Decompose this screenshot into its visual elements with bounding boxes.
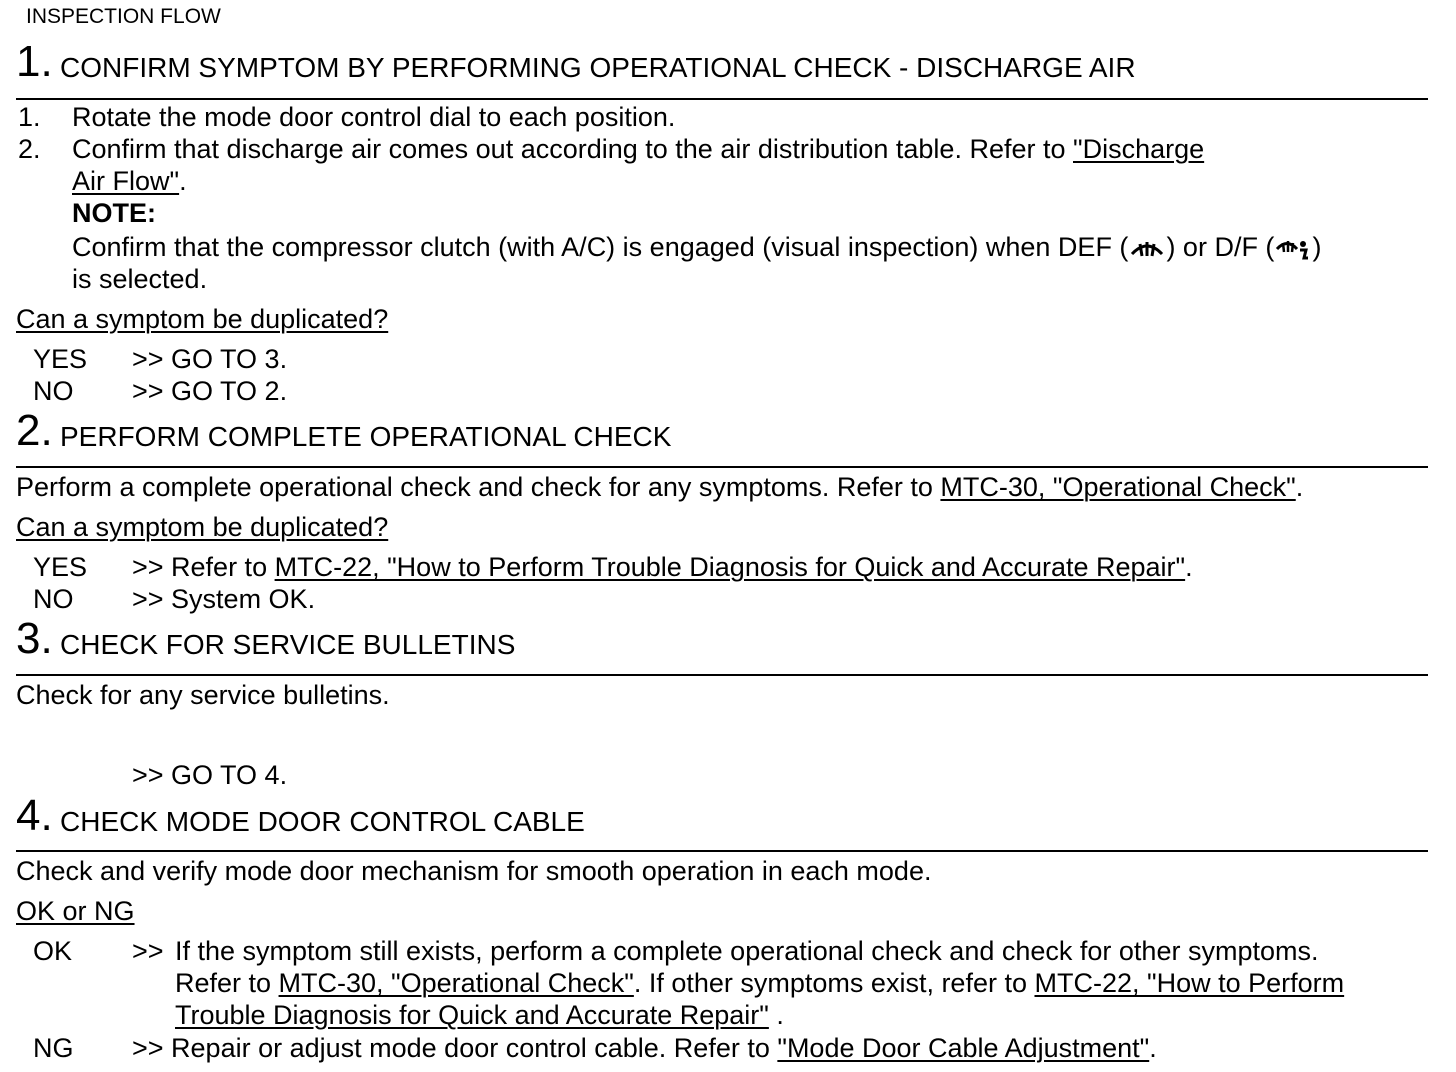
mode-door-cable-adjustment-link[interactable]: "Mode Door Cable Adjustment" xyxy=(777,1033,1150,1063)
divider xyxy=(16,98,1428,100)
operational-check-link[interactable]: MTC-30, "Operational Check" xyxy=(278,968,634,998)
step-1-item-1-number: 1. xyxy=(18,102,41,132)
punct: . xyxy=(1149,1033,1157,1063)
step-3-number: 3. xyxy=(16,614,53,663)
ok-text: Refer to xyxy=(175,968,279,998)
answer-yes-text xyxy=(132,554,1193,581)
divider xyxy=(16,850,1428,852)
step-2-number: 2. xyxy=(16,406,53,455)
trouble-diagnosis-link[interactable]: MTC-22, "How to Perform xyxy=(1034,968,1345,998)
punct: . xyxy=(768,1000,784,1030)
operational-check-link[interactable]: MTC-30, "Operational Check" xyxy=(940,472,1296,502)
answer-yes-label: YES xyxy=(33,552,88,582)
step-1-number: 1. xyxy=(16,37,53,86)
note-text-line2: is selected. xyxy=(72,264,208,294)
step-2-title: PERFORM COMPLETE OPERATIONAL CHECK xyxy=(60,421,672,452)
answer-prefix: >> Refer to xyxy=(132,552,275,582)
step-1-item-1-text: Rotate the mode door control dial to each position. xyxy=(72,102,676,132)
ng-text: >> Repair or adjust mode door control cable. Refer to xyxy=(132,1033,778,1063)
step-4-body: Check and verify mode door mechanism for smooth operation in each mode. xyxy=(16,856,932,886)
note-text-a: Confirm that the compressor clutch (with A/C) is engaged (visual inspection) when DEF ( xyxy=(72,232,1129,262)
defrost-icon xyxy=(1128,236,1166,262)
trouble-diagnosis-link[interactable]: MTC-22, "How to Perform Trouble Diagnosis for Quick and Accurate Repair" xyxy=(274,552,1186,582)
note-text-b: ) or D/F ( xyxy=(1166,232,1275,262)
body-text: Perform a complete operational check and check for any symptoms. Refer to xyxy=(16,472,941,502)
step-4-number: 4. xyxy=(16,791,53,840)
step-1-item-2-number: 2. xyxy=(18,134,41,164)
answer-ok-line3 xyxy=(175,1002,784,1029)
answer-no-text: >> System OK. xyxy=(132,584,316,614)
answer-yes-text: >> GO TO 3. xyxy=(132,344,288,374)
answer-ng-text xyxy=(132,1035,1157,1062)
divider xyxy=(16,466,1428,468)
trouble-diagnosis-link-cont[interactable]: Trouble Diagnosis for Quick and Accurate Repair" xyxy=(175,1000,769,1030)
step-1-item-2-text xyxy=(72,136,1204,163)
item-text: Confirm that discharge air comes out according to the air distribution table. Refer to xyxy=(72,134,1073,164)
answer-no-label: NO xyxy=(33,584,74,614)
step-4-question: OK or NG xyxy=(16,896,135,926)
answer-ok-line1: If the symptom still exists, perform a complete operational check and check for other symptoms. xyxy=(175,936,1319,966)
answer-ok-line2 xyxy=(175,970,1344,997)
answer-ng-label: NG xyxy=(33,1033,74,1063)
ok-text: . If other symptoms exist, refer to xyxy=(633,968,1035,998)
step-3-title: CHECK FOR SERVICE BULLETINS xyxy=(60,629,516,660)
answer-no-text: >> GO TO 2. xyxy=(132,376,288,406)
punct: . xyxy=(1185,552,1193,582)
answer-ok-label: OK xyxy=(33,936,73,966)
step-1-title: CONFIRM SYMPTOM BY PERFORMING OPERATIONAL CHECK - DISCHARGE AIR xyxy=(60,52,1136,83)
answer-yes-label: YES xyxy=(33,344,88,374)
step-2-body xyxy=(16,474,1303,501)
discharge-air-flow-link-cont[interactable]: Air Flow" xyxy=(72,166,180,196)
step-1-question: Can a symptom be duplicated? xyxy=(16,304,389,334)
note-text-c: ) xyxy=(1312,232,1322,262)
discharge-air-flow-link[interactable]: "Discharge xyxy=(1073,134,1205,164)
defrost-foot-icon xyxy=(1274,236,1312,262)
step-4-title: CHECK MODE DOOR CONTROL CABLE xyxy=(60,806,585,837)
step-3-body: Check for any service bulletins. xyxy=(16,680,390,710)
step-2-question: Can a symptom be duplicated? xyxy=(16,512,389,542)
page-title: INSPECTION FLOW xyxy=(26,5,221,28)
step-1-item-2-cont xyxy=(72,168,187,195)
punct: . xyxy=(179,166,187,196)
step-3-answer: >> GO TO 4. xyxy=(132,760,288,790)
answer-no-label: NO xyxy=(33,376,74,406)
divider xyxy=(16,674,1428,676)
answer-ok-prefix: >> xyxy=(132,936,164,966)
punct: . xyxy=(1295,472,1304,502)
note-label: NOTE: xyxy=(72,198,156,228)
note-text xyxy=(72,234,1321,262)
